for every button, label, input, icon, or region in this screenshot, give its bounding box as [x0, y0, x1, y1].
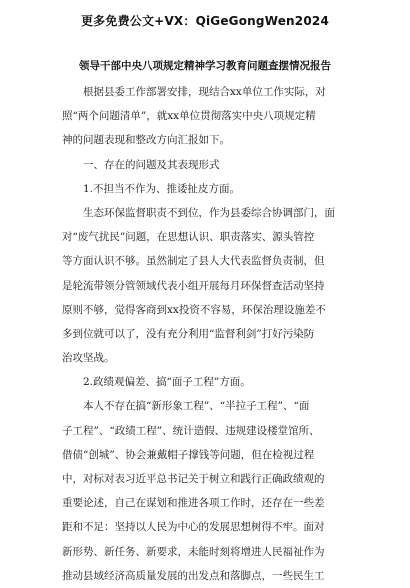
subsection-heading: 2.政绩观偏差、搞“面子工程”方面。	[83, 376, 251, 389]
page-header: 更多免费公文+VX：QiGeGongWen2024	[80, 14, 329, 28]
body-line: 生态环保监督职责不到位，作为县委综合协调部门，面	[83, 206, 335, 219]
body-line: 本人不存在搞“新形象工程”、“半拉子工程”、“面	[83, 400, 310, 413]
section-heading: 一、存在的问题及其表现形式	[83, 158, 220, 171]
document-body	[62, 80, 352, 588]
document-title: 领导干部中央八项规定精神学习教育问题查摆情况报告	[79, 60, 331, 72]
body-line: 原则不够，觉得客商到xx投资不容易，环保治理设施差不	[62, 303, 326, 316]
body-line: 根据县委工作部署安排，现结合xx单位工作实际，对	[83, 86, 326, 98]
body-line: 多到位就可以了，没有充分利用“监督利剑”打好污染防	[62, 327, 315, 340]
subsection-heading: 1.不担当不作为、推诿扯皮方面。	[83, 182, 241, 195]
body-line: 神的问题表现和整改方向汇报如下。	[62, 134, 230, 147]
body-line: 中，对标对表习近平总书记关于树立和践行正确政绩观的	[62, 473, 325, 485]
body-line: 是轮流带领分管领域代表小组开展每月环保督查活动坚持	[62, 279, 325, 292]
body-line: 对“废气扰民”问题，在思想认识、职责落实、源头管控	[62, 231, 315, 244]
body-line: 新形势、新任务、新要求，未能时刻将增进人民福祉作为	[62, 545, 325, 558]
body-line: 子工程”、“政绩工程”、统计造假、违规建设楼堂馆所、	[62, 424, 320, 437]
body-line: 推动县域经济高质量发展的出发点和落脚点，一些民生工	[62, 569, 325, 582]
body-line: 借债“创城”、协会兼戴帽子撑钱等问题，但在检视过程	[62, 448, 315, 461]
body-line: 照“两个问题清单”，就xx单位贯彻落实中央八项规定精	[62, 110, 316, 123]
body-line: 治攻坚战。	[62, 352, 115, 365]
body-line: 重要论述，自己在谋划和推进各项工作时，还存在一些差	[62, 497, 325, 510]
body-line: 距和不足：坚持以人民为中心的发展思想树得不牢。面对	[62, 521, 325, 534]
body-line: 等方面认识不够。虽然制定了县人大代表监督负责制，但	[62, 255, 325, 268]
